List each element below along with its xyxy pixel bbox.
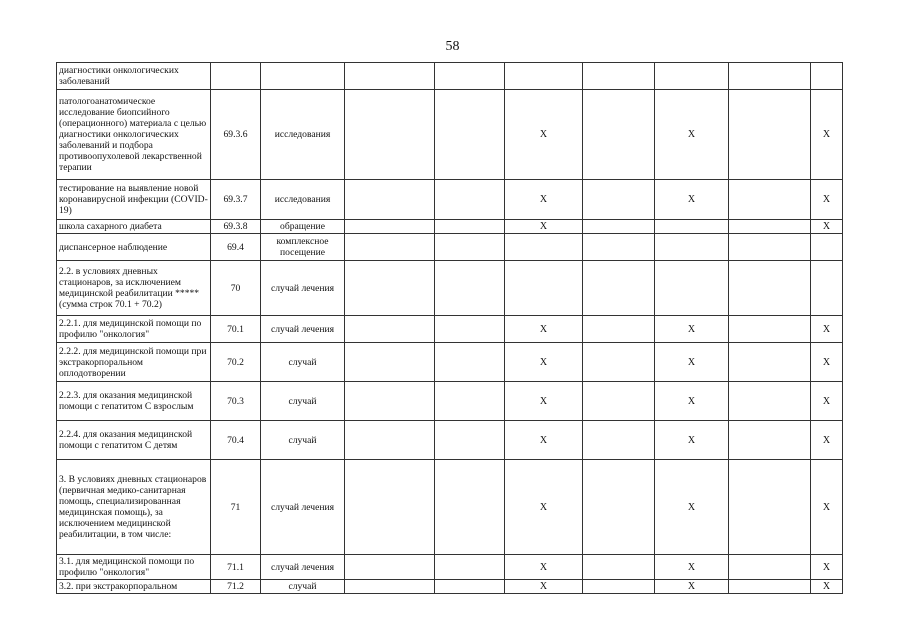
mark-cell bbox=[435, 180, 505, 220]
row-name-cell: 3.1. для медицинской помощи по профилю "онкология" bbox=[57, 555, 211, 580]
table-row bbox=[57, 234, 843, 261]
mark-cell bbox=[729, 220, 811, 234]
mark-cell bbox=[583, 555, 655, 580]
mark-cell bbox=[583, 382, 655, 421]
table-row bbox=[57, 460, 843, 555]
row-code-cell: 69.4 bbox=[211, 234, 261, 261]
mark-cell: X bbox=[655, 555, 729, 580]
table-row bbox=[57, 555, 843, 580]
mark-cell bbox=[345, 580, 435, 594]
mark-cell bbox=[729, 555, 811, 580]
mark-cell: X bbox=[505, 220, 583, 234]
table-row bbox=[57, 180, 843, 220]
mark-cell bbox=[505, 63, 583, 90]
table-row bbox=[57, 421, 843, 460]
row-name-cell: 2.2.1. для медицинской помощи по профилю "онкология" bbox=[57, 316, 211, 343]
mark-cell bbox=[729, 382, 811, 421]
mark-cell: X bbox=[505, 580, 583, 594]
mark-cell: X bbox=[811, 555, 843, 580]
mark-cell bbox=[345, 261, 435, 316]
row-name-cell: 2.2.3. для оказания медицинской помощи с гепатитом С взрослым bbox=[57, 382, 211, 421]
mark-cell bbox=[435, 220, 505, 234]
row-unit-cell: комплексное посещение bbox=[261, 234, 345, 261]
mark-cell bbox=[435, 580, 505, 594]
row-unit-cell bbox=[261, 63, 345, 90]
mark-cell bbox=[583, 421, 655, 460]
mark-cell: X bbox=[655, 180, 729, 220]
mark-cell bbox=[435, 421, 505, 460]
mark-cell bbox=[345, 63, 435, 90]
row-unit-cell: обращение bbox=[261, 220, 345, 234]
mark-cell bbox=[655, 234, 729, 261]
mark-cell: X bbox=[505, 460, 583, 555]
mark-cell: X bbox=[505, 316, 583, 343]
mark-cell bbox=[345, 460, 435, 555]
row-code-cell: 71.1 bbox=[211, 555, 261, 580]
mark-cell: X bbox=[505, 90, 583, 180]
row-name-cell: диагностики онкологических заболеваний bbox=[57, 63, 211, 90]
mark-cell bbox=[583, 316, 655, 343]
row-name-cell: 3. В условиях дневных стационаров (первичная медико-санитарная помощь, специализированная медицинская помощь), за исключением медицинской реабилитации, в том числе: bbox=[57, 460, 211, 555]
row-code-cell: 71.2 bbox=[211, 580, 261, 594]
row-unit-cell: исследования bbox=[261, 90, 345, 180]
mark-cell bbox=[345, 220, 435, 234]
mark-cell bbox=[435, 382, 505, 421]
mark-cell bbox=[583, 90, 655, 180]
mark-cell: X bbox=[811, 382, 843, 421]
mark-cell bbox=[729, 316, 811, 343]
mark-cell: X bbox=[655, 382, 729, 421]
row-name-cell: 3.2. при экстракорпоральном bbox=[57, 580, 211, 594]
mark-cell bbox=[729, 343, 811, 382]
mark-cell bbox=[729, 90, 811, 180]
mark-cell: X bbox=[655, 580, 729, 594]
mark-cell bbox=[583, 63, 655, 90]
row-code-cell: 70.4 bbox=[211, 421, 261, 460]
row-code-cell: 70.3 bbox=[211, 382, 261, 421]
mark-cell bbox=[583, 180, 655, 220]
mark-cell bbox=[655, 220, 729, 234]
mark-cell bbox=[345, 90, 435, 180]
row-name-cell: 2.2.4. для оказания медицинской помощи с гепатитом С детям bbox=[57, 421, 211, 460]
row-unit-cell: исследования bbox=[261, 180, 345, 220]
mark-cell bbox=[345, 234, 435, 261]
mark-cell bbox=[505, 261, 583, 316]
mark-cell bbox=[345, 555, 435, 580]
row-unit-cell: случай лечения bbox=[261, 460, 345, 555]
mark-cell bbox=[345, 382, 435, 421]
row-name-cell: диспансерное наблюдение bbox=[57, 234, 211, 261]
mark-cell bbox=[811, 63, 843, 90]
mark-cell: X bbox=[811, 343, 843, 382]
mark-cell bbox=[435, 555, 505, 580]
mark-cell: X bbox=[811, 580, 843, 594]
row-unit-cell: случай лечения bbox=[261, 316, 345, 343]
row-code-cell: 70 bbox=[211, 261, 261, 316]
mark-cell: X bbox=[505, 555, 583, 580]
mark-cell bbox=[583, 234, 655, 261]
row-unit-cell: случай лечения bbox=[261, 261, 345, 316]
mark-cell bbox=[583, 460, 655, 555]
mark-cell: X bbox=[655, 421, 729, 460]
table-row bbox=[57, 261, 843, 316]
mark-cell bbox=[435, 261, 505, 316]
data-table bbox=[56, 62, 843, 594]
mark-cell: X bbox=[505, 343, 583, 382]
mark-cell: X bbox=[811, 421, 843, 460]
mark-cell bbox=[811, 234, 843, 261]
mark-cell bbox=[345, 316, 435, 343]
row-name-cell: 2.2.2. для медицинской помощи при экстракорпоральном оплодотворении bbox=[57, 343, 211, 382]
mark-cell bbox=[345, 180, 435, 220]
row-code-cell: 70.2 bbox=[211, 343, 261, 382]
mark-cell: X bbox=[811, 180, 843, 220]
mark-cell bbox=[729, 180, 811, 220]
mark-cell bbox=[435, 316, 505, 343]
mark-cell: X bbox=[811, 220, 843, 234]
mark-cell bbox=[345, 421, 435, 460]
table-row bbox=[57, 63, 843, 90]
row-code-cell: 71 bbox=[211, 460, 261, 555]
mark-cell bbox=[583, 220, 655, 234]
row-code-cell: 70.1 bbox=[211, 316, 261, 343]
mark-cell bbox=[655, 63, 729, 90]
row-name-cell: тестирование на выявление новой коронавирусной инфекции (COVID-19) bbox=[57, 180, 211, 220]
mark-cell: X bbox=[655, 90, 729, 180]
row-unit-cell: случай bbox=[261, 421, 345, 460]
table-body bbox=[57, 63, 843, 594]
mark-cell: X bbox=[811, 316, 843, 343]
row-unit-cell: случай bbox=[261, 382, 345, 421]
table-row bbox=[57, 316, 843, 343]
mark-cell bbox=[435, 460, 505, 555]
row-code-cell: 69.3.7 bbox=[211, 180, 261, 220]
mark-cell bbox=[435, 234, 505, 261]
mark-cell bbox=[811, 261, 843, 316]
row-unit-cell: случай bbox=[261, 580, 345, 594]
mark-cell bbox=[729, 421, 811, 460]
page-number: 58 bbox=[445, 39, 460, 54]
mark-cell bbox=[505, 234, 583, 261]
row-unit-cell: случай bbox=[261, 343, 345, 382]
mark-cell bbox=[729, 63, 811, 90]
mark-cell bbox=[345, 343, 435, 382]
table-row bbox=[57, 220, 843, 234]
mark-cell: X bbox=[505, 382, 583, 421]
row-name-cell: патологоанатомическое исследование биопсийного (операционного) материала с целью диагностики онкологических заболеваний и подбора противоопухолевой лекарственной терапии bbox=[57, 90, 211, 180]
mark-cell: X bbox=[655, 343, 729, 382]
table-row bbox=[57, 382, 843, 421]
row-code-cell: 69.3.8 bbox=[211, 220, 261, 234]
mark-cell bbox=[729, 234, 811, 261]
table-row bbox=[57, 580, 843, 594]
mark-cell bbox=[435, 63, 505, 90]
mark-cell: X bbox=[655, 316, 729, 343]
mark-cell bbox=[435, 90, 505, 180]
mark-cell bbox=[435, 343, 505, 382]
mark-cell bbox=[583, 580, 655, 594]
row-unit-cell: случай лечения bbox=[261, 555, 345, 580]
table-row bbox=[57, 90, 843, 180]
mark-cell bbox=[583, 261, 655, 316]
mark-cell bbox=[729, 580, 811, 594]
mark-cell bbox=[655, 261, 729, 316]
table-row bbox=[57, 343, 843, 382]
mark-cell: X bbox=[811, 90, 843, 180]
row-code-cell bbox=[211, 63, 261, 90]
mark-cell bbox=[729, 261, 811, 316]
mark-cell bbox=[583, 343, 655, 382]
mark-cell: X bbox=[655, 460, 729, 555]
row-name-cell: 2.2. в условиях дневных стационаров, за исключением медицинской реабилитации ***** (сумма строк 70.1 + 70.2) bbox=[57, 261, 211, 316]
mark-cell: X bbox=[811, 460, 843, 555]
mark-cell: X bbox=[505, 180, 583, 220]
mark-cell: X bbox=[505, 421, 583, 460]
mark-cell bbox=[729, 460, 811, 555]
row-name-cell: школа сахарного диабета bbox=[57, 220, 211, 234]
row-code-cell: 69.3.6 bbox=[211, 90, 261, 180]
